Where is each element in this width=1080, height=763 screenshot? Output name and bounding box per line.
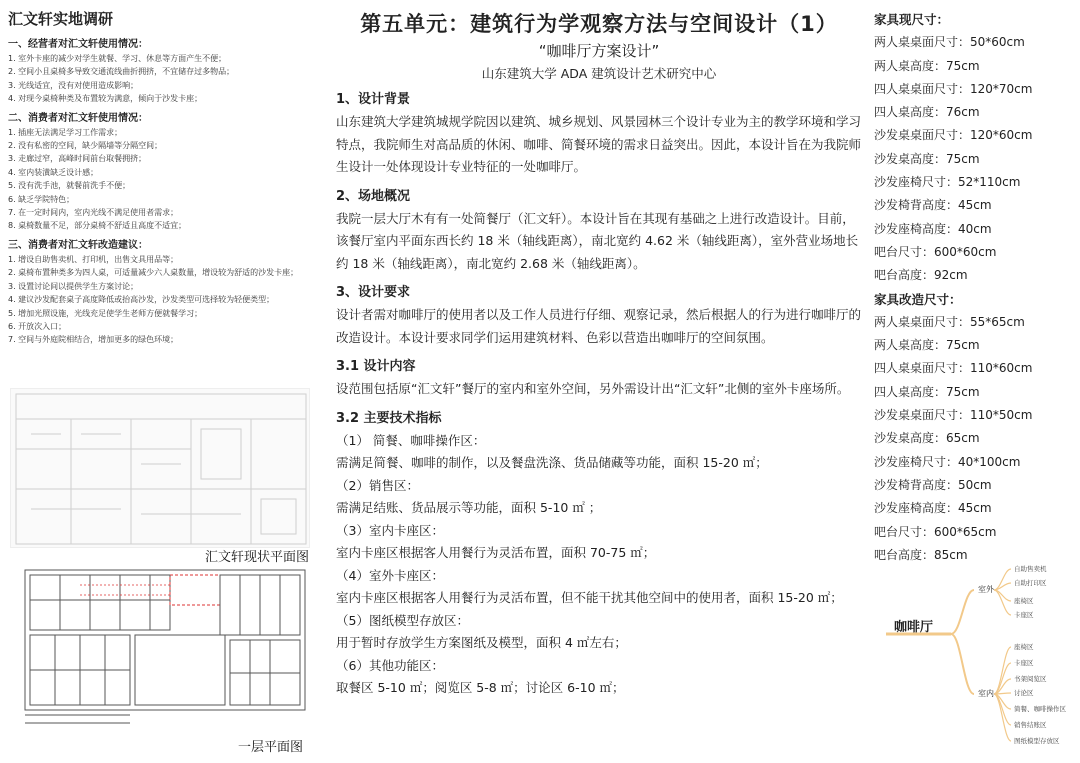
page-subtitle: “咖啡厅方案设计”	[538, 42, 660, 60]
improved-furniture-list	[874, 311, 1074, 567]
furniture-dimension: 两人桌高度：75cm	[874, 338, 980, 353]
survey-item: 2. 空间小且桌椅多导致交通流线曲折拥挤，不宜储存过多物品；	[8, 67, 235, 77]
furniture-dimension: 两人桌桌面尺寸：55*65cm	[874, 314, 1025, 329]
survey-item: 2. 没有私密的空间，缺少隔墙等分隔空间；	[8, 141, 163, 151]
mind-map-indoor-leaf: 简餐、咖啡操作区	[1014, 705, 1066, 713]
existing-furniture-heading: 家具现尺寸：	[874, 12, 950, 27]
survey-column	[8, 8, 324, 347]
furniture-dimension: 吧台高度：92cm	[874, 268, 968, 283]
furniture-dimension: 沙发桌高度：65cm	[874, 431, 980, 446]
improved-furniture-heading: 家具改造尺寸：	[874, 291, 962, 307]
furniture-dimension: 沙发椅背高度：50cm	[874, 477, 992, 492]
furniture-dimension: 沙发桌桌面尺寸：120*60cm	[874, 128, 1033, 143]
survey-item: 2. 桌椅布置种类多为四人桌，可适量减少六人桌数量，增设较为舒适的沙发卡座；	[8, 268, 299, 278]
survey-item: 1. 增设自助售卖机、打印机，出售文具用品等；	[8, 254, 179, 264]
mind-map-root: 咖啡厅	[894, 620, 934, 635]
survey-item: 5. 增加光照设施，光线充足使学生老师方便就餐学习；	[8, 308, 203, 318]
section-paragraph: 需满足结账、货品展示等功能，面积 5-10 ㎡ ；	[336, 500, 602, 515]
section-paragraph: 山东建筑大学建筑城规学院因以建筑、城乡规划、风景园林三个设计专业为主的教学环境和学习特点，我院师生对高品质的休闲、咖啡、简餐环境的需求日益突出。因此，本设计旨在为我院师生设计一处体现设计专业特征的一处咖啡厅。	[336, 114, 862, 174]
section-paragraph: （4）室外卡座区：	[336, 567, 444, 583]
survey-item: 4. 室内装潢缺乏设计感；	[8, 167, 99, 177]
existing-plan-caption: 汇文轩现状平面图	[205, 550, 310, 565]
first-floor-plan	[20, 565, 310, 735]
section-heading: 2、场地概况	[336, 188, 411, 204]
mind-map-outdoor-leaf: 自助打印区	[1014, 579, 1047, 587]
furniture-dimension: 四人桌高度：76cm	[874, 105, 980, 120]
design-brief-column	[336, 8, 862, 700]
section-heading: 3.1 设计内容	[336, 359, 416, 374]
existing-furniture-list	[874, 31, 1074, 287]
furniture-dimension: 四人桌高度：75cm	[874, 384, 980, 399]
mind-map-outdoor: 室外	[978, 585, 994, 594]
furniture-dimension: 沙发座椅尺寸：40*100cm	[874, 454, 1021, 469]
furniture-dimension: 沙发座椅尺寸：52*110cm	[874, 175, 1021, 190]
survey-item: 6. 开放次入口；	[8, 321, 67, 331]
section-paragraph: （1） 简餐、咖啡操作区：	[336, 432, 486, 448]
survey-item: 5. 没有洗手池，就餐前洗手不便；	[8, 181, 131, 191]
survey-sections	[8, 35, 324, 347]
section-paragraph: （2）销售区：	[336, 477, 419, 493]
furniture-dimension: 沙发桌高度：75cm	[874, 151, 980, 166]
section-paragraph: 室内卡座区根据客人用餐行为灵活布置，但不能干扰其他空间中的使用者，面积 15-20 ㎡；	[336, 590, 843, 605]
survey-item: 1. 室外卡座的减少对学生就餐、学习、休息等方面产生不便；	[8, 54, 227, 63]
section-paragraph: 取餐区 5-10 ㎡；阅览区 5-8 ㎡；讨论区 6-10 ㎡；	[336, 680, 625, 695]
survey-item: 3. 光线适宜，没有对使用造成影响；	[8, 80, 139, 90]
mind-map-outdoor-leaf: 卡座区	[1014, 611, 1034, 619]
mind-map-indoor-leaf: 卡座区	[1014, 659, 1034, 667]
furniture-dimension: 沙发椅背高度：45cm	[874, 198, 992, 213]
mind-map-indoor: 室内	[978, 689, 994, 698]
existing-floor-plan	[10, 388, 310, 548]
section-heading: 1、设计背景	[336, 92, 411, 107]
mind-map-indoor-leaf: 图纸模型存放区	[1014, 737, 1060, 745]
survey-item: 4. 建议沙发配套桌子高度降低或抬高沙发，沙发类型可选择较为轻便类型；	[8, 295, 275, 305]
mind-map-connector	[951, 590, 974, 634]
survey-item: 6. 缺乏学院特色；	[8, 194, 75, 204]
survey-item: 7. 在一定时间内，室内光线不满足使用者需求；	[8, 208, 179, 218]
mind-map-connector	[951, 634, 974, 694]
mind-map-indoor-leaf: 座椅区	[1014, 643, 1034, 651]
section-paragraph: 用于暂时存放学生方案图纸及模型，面积 4 ㎡左右；	[336, 635, 627, 650]
furniture-dimension: 沙发座椅高度：45cm	[874, 501, 992, 516]
mind-map-outdoor-leaf: 座椅区	[1014, 597, 1034, 605]
section-heading: 3.2 主要技术指标	[336, 410, 442, 426]
first-floor-plan-caption: 一层平面图	[238, 740, 304, 755]
section-paragraph: 设计者需对咖啡厅的使用者以及工作人员进行仔细、观察记录，然后根据人的行为进行咖啡厅的改造设计。本设计要求同学们运用建筑材料、色彩以营造出咖啡厅的空间氛围。	[336, 307, 862, 345]
mind-map-indoor-leaf: 销售结账区	[1014, 721, 1047, 729]
section-paragraph: （6）其他功能区：	[336, 657, 444, 673]
furniture-dimension: 吧台尺寸：600*65cm	[874, 524, 997, 539]
survey-title: 汇文轩实地调研	[8, 10, 114, 28]
mind-map-indoor-leaf: 书架阅览区	[1014, 675, 1047, 683]
furniture-dimension: 沙发座椅高度：40cm	[874, 221, 992, 236]
section-paragraph: 室内卡座区根据客人用餐行为灵活布置，面积 70-75 ㎡；	[336, 545, 656, 560]
survey-item: 8. 桌椅数量不足，部分桌椅不舒适且高度不适宜；	[8, 221, 187, 231]
existing-plan-drawing	[11, 389, 311, 549]
mind-map-indoor-leaf: 讨论区	[1014, 689, 1034, 697]
survey-item: 3. 设置讨论间以提供学生方案讨论；	[8, 281, 139, 291]
section-paragraph: 我院一层大厅木有有一处简餐厅（汇文轩）。本设计旨在其现有基础之上进行改造设计。目前，该餐厅室内平面东西长约 18 米（轴线距离），南北宽约 4.62 米（轴线距离），室外营业场地长约 18 米（轴线距离），南北宽约 2.68 米（轴线距离）。	[336, 210, 859, 271]
mind-map-outdoor-leaf: 自助售卖机	[1014, 565, 1047, 573]
furniture-dimension: 两人桌桌面尺寸：50*60cm	[874, 35, 1025, 50]
first-floor-plan-drawing	[20, 565, 310, 735]
section-paragraph: 需满足简餐、咖啡的制作，以及餐盘洗涤、货品储藏等功能，面积 15-20 ㎡；	[336, 455, 768, 470]
section-paragraph: 设范围包括原“汇文轩”餐厅的室内和室外空间，另外需设计出“汇文轩”北侧的室外卡座场所。	[336, 381, 850, 396]
section-heading: 3、设计要求	[336, 285, 411, 300]
page-title: 第五单元：建筑行为学观察方法与空间设计（1）	[360, 12, 838, 36]
survey-item: 1. 插座无法满足学习工作需求；	[8, 127, 123, 137]
furniture-dimension: 吧台高度：85cm	[874, 547, 968, 562]
furniture-dimension: 沙发桌桌面尺寸：110*50cm	[874, 408, 1033, 423]
survey-section-title: 一、经营者对汇文轩使用情况：	[8, 39, 148, 50]
furniture-dimensions-column	[874, 8, 1074, 567]
brief-content	[336, 88, 862, 700]
furniture-dimension: 四人桌桌面尺寸：110*60cm	[874, 361, 1033, 376]
survey-item: 7. 空间与外庭院相结合，增加更多的绿色环境；	[8, 335, 179, 345]
furniture-dimension: 吧台尺寸：600*60cm	[874, 244, 997, 259]
cafe-mind-map	[876, 558, 1076, 758]
section-paragraph: （5）图纸模型存放区：	[336, 612, 469, 628]
survey-section-title: 三、消费者对汇文轩改造建议：	[8, 239, 148, 251]
survey-item: 4. 对现今桌椅种类及布置较为满意，倾向于沙发卡座；	[8, 94, 203, 104]
furniture-dimension: 两人桌高度：75cm	[874, 58, 980, 73]
mind-map-connector	[994, 590, 1011, 615]
section-paragraph: （3）室内卡座区：	[336, 522, 444, 538]
furniture-dimension: 四人桌桌面尺寸：120*70cm	[874, 81, 1033, 96]
survey-item: 3. 走廊过窄，高峰时间前台取餐拥挤；	[8, 154, 147, 164]
organization: 山东建筑大学 ADA 建筑设计艺术研究中心	[481, 66, 717, 81]
survey-section-title: 二、消费者对汇文轩使用情况：	[8, 112, 148, 124]
